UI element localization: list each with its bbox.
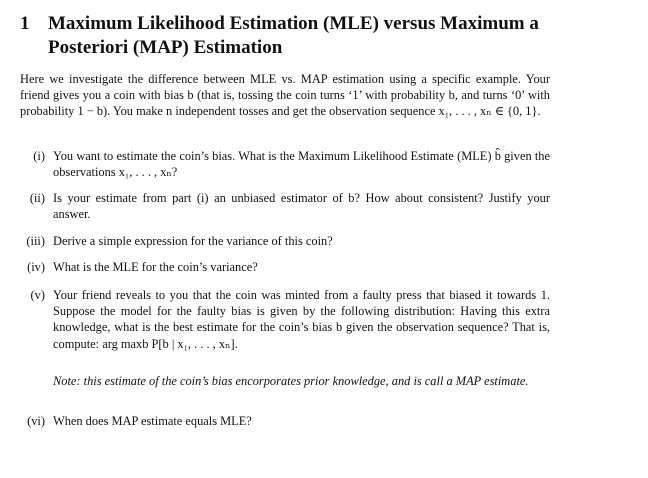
section-number: 1 [20, 13, 30, 34]
item-text: Is your estimate from part (i) an unbiased estimator of b? How about consistent? Justify your answer. [53, 191, 550, 222]
item-text: What is the MLE for the coin’s variance? [53, 260, 258, 274]
item-label: (v) [30, 288, 45, 302]
section-title: Maximum Likelihood Estimation (MLE) versus Maximum a Posteriori (MAP) Estimation [48, 13, 539, 58]
item-label: (vi) [27, 414, 45, 428]
intro-paragraph: Here we investigate the difference between MLE vs. MAP estimation using a specific example. Your friend gives you a coin with bias b (that is, tossing the coin turns ‘1’ with probability b, and turns ‘0’ with probability 1 − b). You make n independent tosses and get the observation sequence x₁, . . . , xₙ ∈ {0, 1}. [20, 72, 550, 119]
item-text: Your friend reveals to you that the coin was minted from a faulty press that biased it towards 1. Suppose the model for the faulty bias is given by the following distribution: Having this extra knowledge, what is the best estimate for the coin’s bias b given the observation sequence? That is, compute: arg maxb P[b | x₁, . . . , xₙ]. [53, 288, 550, 351]
item-label: (iii) [26, 234, 45, 248]
item-label: (i) [33, 149, 45, 163]
item-text: Derive a simple expression for the variance of this coin? [53, 234, 333, 248]
item-label: (iv) [27, 260, 45, 274]
item-text: When does MAP estimate equals MLE? [53, 414, 252, 428]
item-label: (ii) [29, 191, 45, 205]
item-text: You want to estimate the coin’s bias. What is the Maximum Likelihood Estimate (MLE) b̂ given the observations x₁, . . . , xₙ? [53, 149, 550, 180]
note-paragraph: Note: this estimate of the coin’s bias encorporates prior knowledge, and is call a MAP estimate. [53, 374, 529, 388]
